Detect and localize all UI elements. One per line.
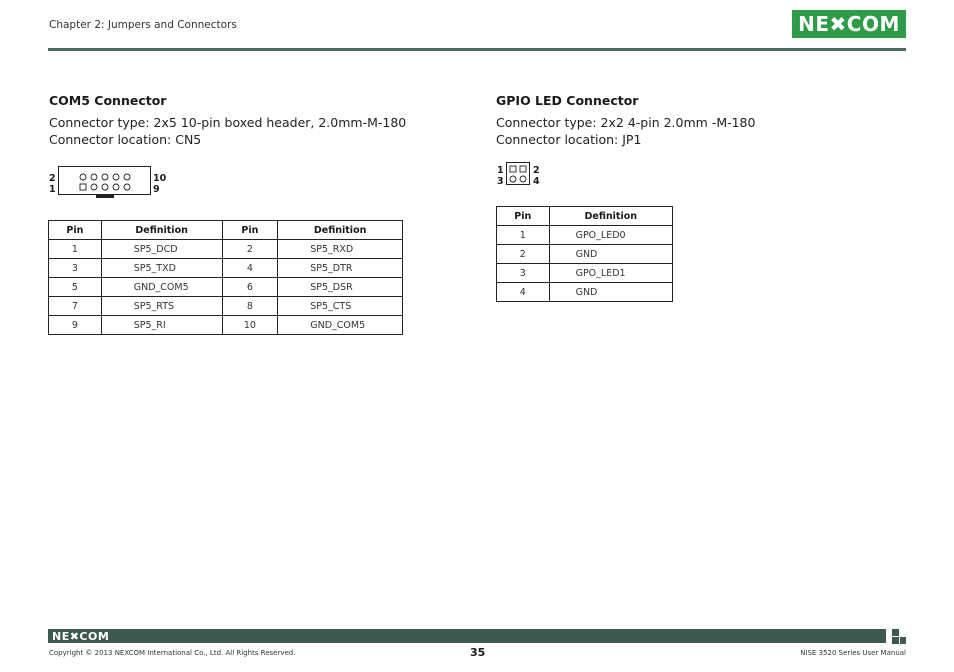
definition-cell: GND — [549, 245, 672, 264]
table-row — [49, 259, 403, 278]
footer-square-icon — [900, 637, 906, 644]
table-header-row — [49, 221, 403, 240]
col-header-pin: Pin — [222, 221, 278, 240]
com5-pin-label-10: 10 — [153, 173, 167, 184]
pin-cell: 10 — [222, 316, 278, 335]
pin-cell: 1 — [497, 226, 550, 245]
com5-type: Connector type: 2x5 10-pin boxed header, 2.0mm-M-180 — [49, 115, 407, 130]
chapter-title: Chapter 2: Jumpers and Connectors — [49, 19, 237, 31]
nexcom-logo — [792, 10, 906, 38]
table-row — [497, 226, 673, 245]
table-row — [497, 264, 673, 283]
col-header-pin: Pin — [49, 221, 102, 240]
gpio-location: Connector location: JP1 — [496, 132, 642, 147]
copyright-text: Copyright © 2013 NEXCOM International Co., Ltd. All Rights Reserved. — [49, 649, 296, 657]
definition-cell: GPO_LED1 — [549, 264, 672, 283]
definition-cell: SP5_DCD — [101, 240, 222, 259]
col-header-definition: Definition — [278, 221, 403, 240]
col-header-pin: Pin — [497, 207, 550, 226]
pin-cell: 2 — [222, 240, 278, 259]
table-header-row — [497, 207, 673, 226]
table-row — [497, 245, 673, 264]
com5-pin-label-9: 9 — [153, 184, 160, 195]
pin-cell: 3 — [497, 264, 550, 283]
gpio-pin-label-2: 2 — [533, 165, 540, 176]
pin-cell: 8 — [222, 297, 278, 316]
definition-cell: SP5_RTS — [101, 297, 222, 316]
com5-pin-label-1: 1 — [49, 184, 56, 195]
table-row — [497, 283, 673, 302]
definition-cell: SP5_DSR — [278, 278, 403, 297]
pin-cell: 1 — [49, 240, 102, 259]
definition-cell: SP5_TXD — [101, 259, 222, 278]
com5-title: COM5 Connector — [49, 93, 167, 108]
pin-cell: 3 — [49, 259, 102, 278]
com5-location: Connector location: CN5 — [49, 132, 202, 147]
com5-pin-table — [48, 220, 403, 335]
table-row — [49, 240, 403, 259]
pin-cell: 6 — [222, 278, 278, 297]
pin-cell: 4 — [222, 259, 278, 278]
definition-cell: GND_COM5 — [101, 278, 222, 297]
col-header-definition: Definition — [101, 221, 222, 240]
footer-bar — [48, 629, 886, 643]
gpio-type: Connector type: 2x2 4-pin 2.0mm -M-180 — [496, 115, 756, 130]
gpio-pin-label-3: 3 — [497, 176, 504, 187]
footer-square-icon — [892, 637, 899, 644]
logo-text: NE✖COM — [798, 12, 900, 36]
table-row — [49, 297, 403, 316]
manual-title: NISE 3520 Series User Manual — [800, 649, 906, 657]
definition-cell: GPO_LED0 — [549, 226, 672, 245]
gpio-pin-table — [496, 206, 673, 302]
gpio-title: GPIO LED Connector — [496, 93, 639, 108]
gpio-pin-label-4: 4 — [533, 176, 540, 187]
definition-cell: GND_COM5 — [278, 316, 403, 335]
pin-cell: 7 — [49, 297, 102, 316]
com5-pin-label-2: 2 — [49, 173, 56, 184]
pin-cell: 5 — [49, 278, 102, 297]
definition-cell: SP5_RI — [101, 316, 222, 335]
definition-cell: SP5_RXD — [278, 240, 403, 259]
table-row — [49, 278, 403, 297]
gpio-pin-label-1: 1 — [497, 165, 504, 176]
col-header-definition: Definition — [549, 207, 672, 226]
pin-cell: 4 — [497, 283, 550, 302]
pin-cell: 9 — [49, 316, 102, 335]
definition-cell: SP5_DTR — [278, 259, 403, 278]
table-row — [49, 316, 403, 335]
page-number: 35 — [470, 646, 486, 659]
gpio-header-diagram — [506, 162, 531, 186]
definition-cell: GND — [549, 283, 672, 302]
footer-logo: NE✖COM — [52, 630, 110, 643]
pin-cell: 2 — [497, 245, 550, 264]
definition-cell: SP5_CTS — [278, 297, 403, 316]
footer-square-icon — [892, 629, 899, 636]
header-divider — [48, 48, 906, 51]
com5-header-diagram — [58, 166, 152, 200]
